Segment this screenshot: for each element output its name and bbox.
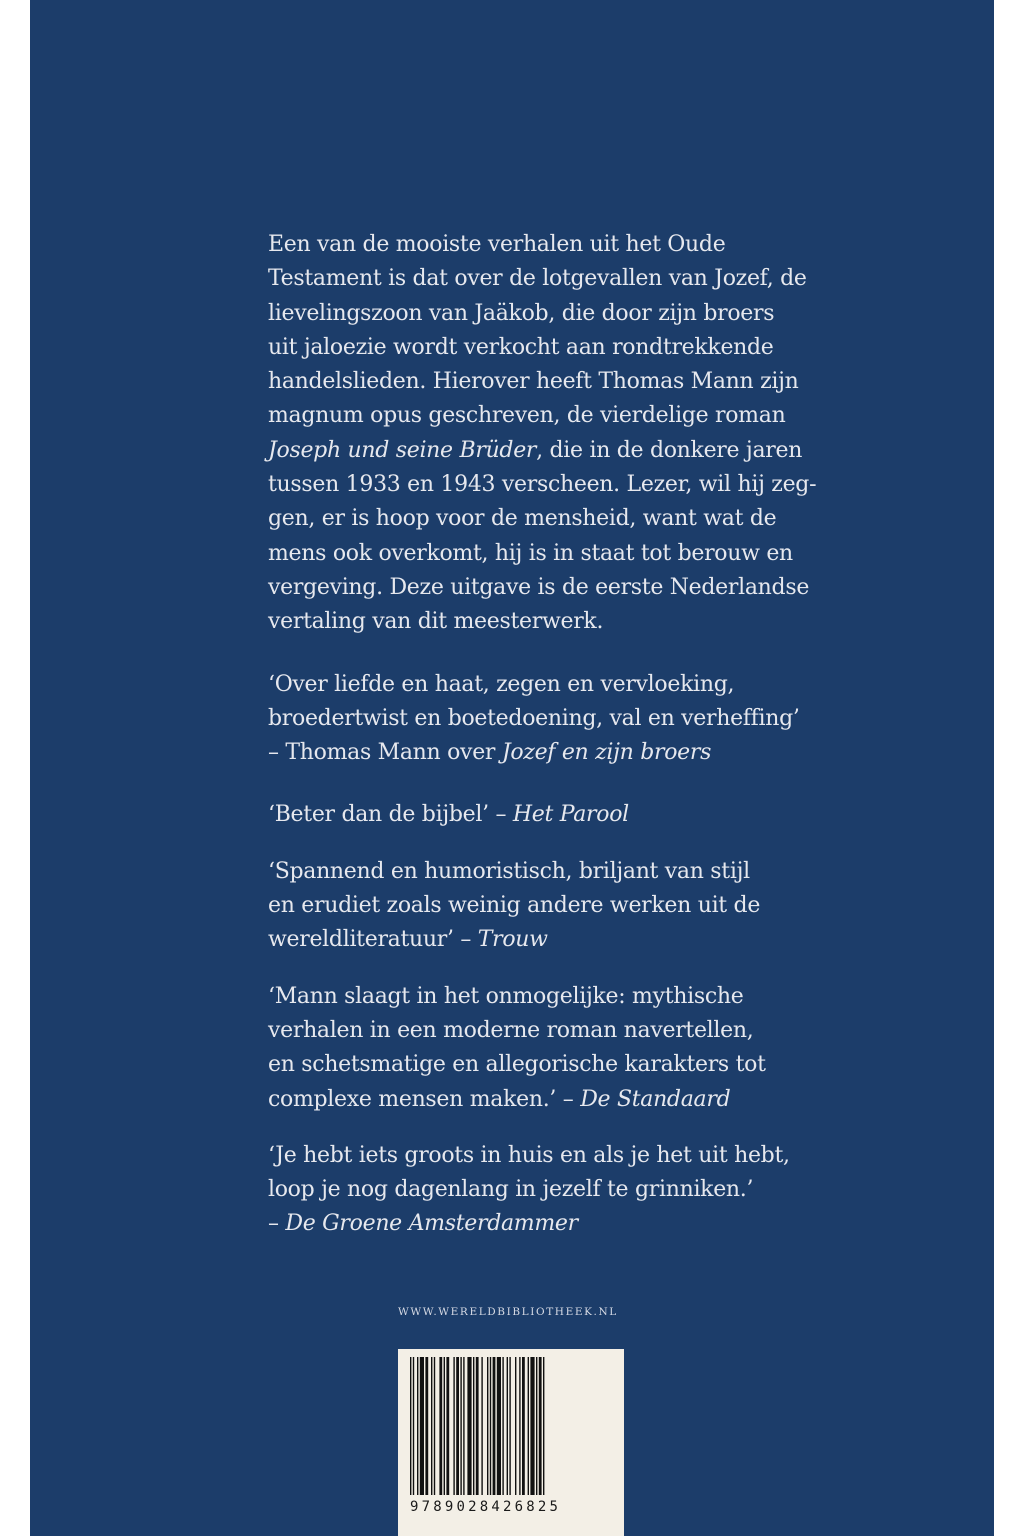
barcode-bar bbox=[439, 1357, 442, 1495]
barcode-bar bbox=[490, 1357, 491, 1495]
barcode-bar bbox=[539, 1357, 542, 1495]
barcode-bar bbox=[493, 1357, 496, 1495]
barcode-bar bbox=[476, 1357, 479, 1495]
barcode-bar bbox=[425, 1357, 428, 1495]
quote-source: Trouw bbox=[477, 927, 548, 953]
quote-line: ‘Spannend en humoristisch, briljant van stijl bbox=[268, 858, 750, 884]
blurb-line bbox=[268, 434, 808, 468]
quote-line bbox=[268, 798, 808, 832]
barcode-bar bbox=[487, 1357, 488, 1495]
quote-line: ‘Mann slaagt in het onmogelijke: mythische bbox=[268, 983, 744, 1009]
quote-text: complexe mensen maken.’ – bbox=[268, 1086, 581, 1112]
blurb-line: gen, er is hoop voor de mensheid, want wat de bbox=[268, 506, 777, 532]
barcode-bar bbox=[453, 1357, 454, 1495]
quote-text: wereldliteratuur’ – bbox=[268, 927, 478, 953]
quote-text: ‘Beter dan de bijbel’ – bbox=[268, 802, 513, 828]
blurb-line: mens ook overkomt, hij is in staat tot berouw en bbox=[268, 540, 793, 566]
quote-line: en schetsmatige en allegorische karakters tot bbox=[268, 1052, 766, 1078]
cover-text bbox=[268, 228, 817, 1264]
barcode-bar bbox=[420, 1357, 424, 1495]
barcode-bar bbox=[509, 1357, 510, 1495]
quote-attribution bbox=[268, 736, 808, 770]
quote-line: broedertwist en boetedoening, val en verheffing’ bbox=[268, 705, 800, 731]
barcode-bar bbox=[497, 1357, 501, 1495]
quote-attribution bbox=[268, 1207, 808, 1241]
barcode-bar bbox=[413, 1357, 414, 1495]
barcode-bar bbox=[456, 1357, 459, 1495]
blurb-line: handelslieden. Hierover heeft Thomas Mann zijn bbox=[268, 369, 799, 395]
barcode-bar bbox=[515, 1357, 516, 1495]
quote-source: De Groene Amsterdammer bbox=[285, 1211, 578, 1237]
barcode-bar bbox=[530, 1357, 534, 1495]
barcode-bar bbox=[543, 1357, 544, 1495]
quote-line: en erudiet zoals weinig andere werken uit de bbox=[268, 893, 761, 919]
barcode-bar bbox=[536, 1357, 537, 1495]
barcode-bar bbox=[463, 1357, 464, 1495]
barcode-bar bbox=[446, 1357, 449, 1495]
barcode-bar bbox=[434, 1357, 435, 1495]
barcode-bar bbox=[519, 1357, 520, 1495]
quote-de-groene-amsterdammer bbox=[268, 1139, 808, 1242]
blurb-book-title: Joseph und seine Brüder bbox=[268, 437, 537, 463]
quote-line: ‘Je hebt iets groots in huis en als je het uit hebt, bbox=[268, 1142, 790, 1168]
blurb-line-rest: , die in de donkere jaren bbox=[536, 437, 803, 463]
barcode-bar bbox=[460, 1357, 461, 1495]
quote-de-standaard bbox=[268, 980, 808, 1117]
quote-line: verhalen in een moderne roman navertellen, bbox=[268, 1017, 754, 1043]
quote-line: loop je nog dagenlang in jezelf te grinniken.’ bbox=[268, 1177, 754, 1203]
barcode-bar bbox=[481, 1357, 482, 1495]
blurb-line: vergeving. Deze uitgave is de eerste Nederlandse bbox=[268, 574, 810, 600]
blurb-line: lievelingszoon van Jaäkob, die door zijn broers bbox=[268, 300, 775, 326]
quote-line bbox=[268, 1083, 808, 1117]
barcode-bar bbox=[467, 1357, 471, 1495]
quote-het-parool bbox=[268, 798, 808, 832]
quote-attribution-prefix: – bbox=[268, 1211, 286, 1237]
quote-source: Het Parool bbox=[512, 802, 629, 828]
blurb-line: vertaling van dit meesterwerk. bbox=[268, 609, 604, 635]
book-back-cover bbox=[30, 0, 994, 1536]
barcode-bar bbox=[522, 1357, 525, 1495]
quote-line bbox=[268, 923, 808, 957]
barcode-bar bbox=[507, 1357, 508, 1495]
isbn-number: 9789028426825 bbox=[410, 1499, 562, 1515]
quote-thomas-mann bbox=[268, 668, 808, 771]
blurb-line: Testament is dat over de lotgevallen van Jozef, de bbox=[268, 266, 807, 292]
blurb-line: magnum opus geschreven, de vierdelige roman bbox=[268, 403, 786, 429]
quote-source: De Standaard bbox=[580, 1086, 731, 1112]
quote-trouw bbox=[268, 855, 808, 958]
barcode-bar bbox=[417, 1357, 418, 1495]
barcode-label bbox=[398, 1349, 624, 1536]
blurb-line: Een van de mooiste verhalen uit het Oude bbox=[268, 232, 726, 257]
blurb-line: tussen 1933 en 1943 verscheen. Lezer, wil hij zeg- bbox=[268, 472, 817, 498]
barcode-image bbox=[410, 1357, 612, 1497]
barcode-bar bbox=[431, 1357, 432, 1495]
barcode-bar bbox=[473, 1357, 474, 1495]
barcode-bar bbox=[444, 1357, 445, 1495]
quote-line: ‘Over liefde en haat, zegen en vervloeking, bbox=[268, 671, 735, 697]
barcode-bar bbox=[410, 1357, 411, 1495]
barcode-bar bbox=[502, 1357, 503, 1495]
blurb-line: uit jaloezie wordt verkocht aan rondtrekkende bbox=[268, 334, 774, 360]
publisher-website[interactable]: WWW.WERELDBIBLIOTHEEK.NL bbox=[398, 1306, 618, 1318]
barcode-bar bbox=[528, 1357, 529, 1495]
blurb-paragraph bbox=[268, 228, 817, 640]
quote-book-title: Jozef en zijn broers bbox=[501, 740, 712, 766]
quote-attribution-prefix: – Thomas Mann over bbox=[268, 740, 502, 766]
